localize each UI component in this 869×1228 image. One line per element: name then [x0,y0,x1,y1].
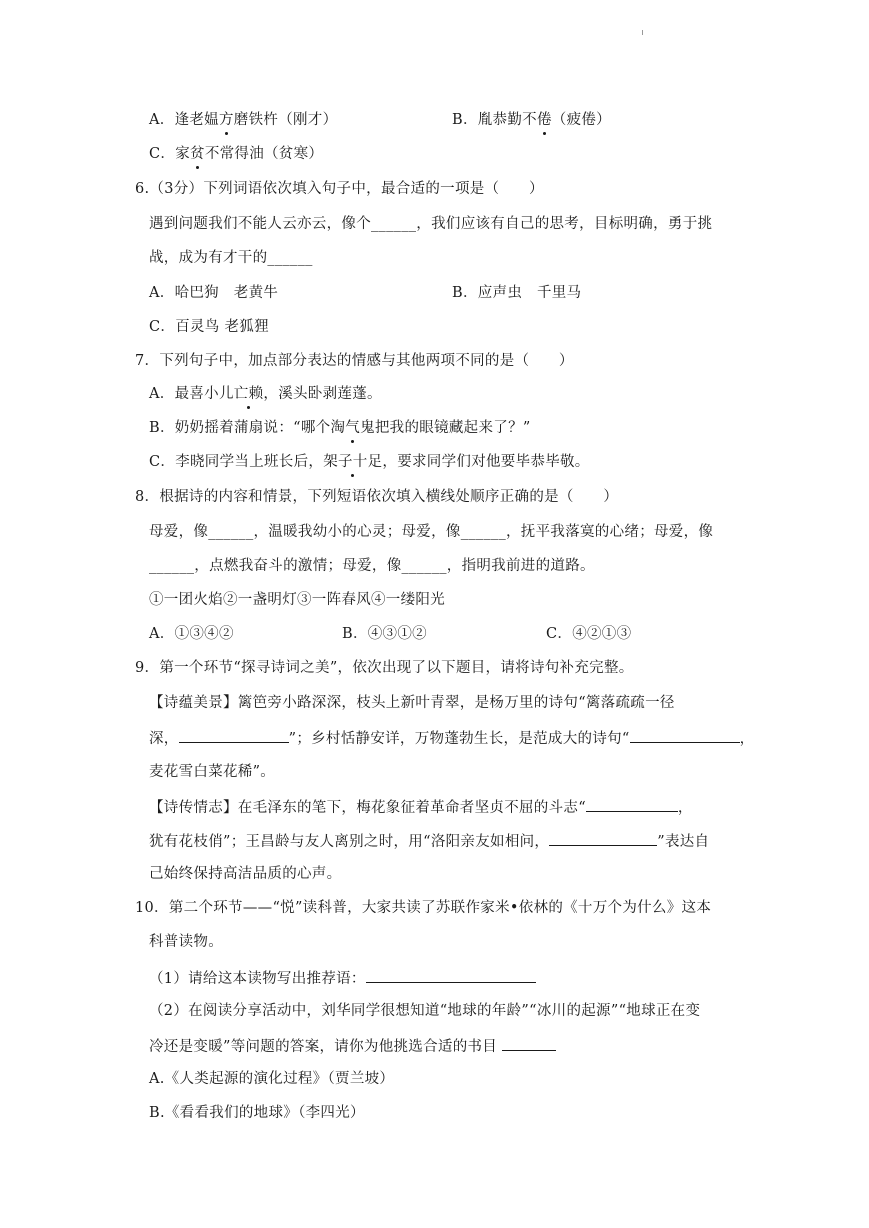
q5-option-a-dotted: 方 [218,112,234,128]
q6-text-line-2: 战，成为有才干的______ [149,250,313,266]
q8-stem: 8．根据诗的内容和情景，下列短语依次填入横线处顺序正确的是（ ） [135,489,619,505]
q8-text-line-1: 母爱，像______，温暖我幼小的心灵；母爱，像______，抚平我落寞的心绪；母爱，像 [149,524,714,540]
q6-option-c: C．百灵鸟 老狐狸 [149,319,269,335]
q8-phrases: ①一团火焰②一盏明灯③一阵春风④一缕阳光 [149,592,445,608]
q8-option-b: B．④③①② [342,626,427,642]
q7-option-a: A．最喜小儿亡赖，溪头卧剥莲蓬。 [149,386,382,402]
q9-line-3: 麦花雪白菜花稀”。 [149,764,276,780]
q5-option-a: A．逢老媪方磨铁杵（刚才） [149,112,338,128]
q6-option-b: B．应声虫 千里马 [452,285,582,301]
q5-option-b-dotted: 倦 [536,112,552,128]
q5-option-c-dotted: 贫 [190,146,205,162]
q5-option-c: C．家贫不常得油（贫寒） [149,146,324,162]
q10-sub-1: （1）请给这本读物写出推荐语： [149,967,536,989]
q9-line-4: 【诗传情志】在毛泽东的笔下，梅花象征着革命者坚贞不屈的斗志“ ， [149,796,693,818]
q9-line-6: 己始终保持高洁品质的心声。 [149,866,342,882]
q7-stem: 7．下列句子中，加点部分表达的情感与其他两项不同的是（ ） [135,353,574,369]
q10-sub-2-line-1: （2）在阅读分享活动中，刘华同学很想知道“地球的年龄”“冰川的起源”“地球正在变 [149,1003,701,1019]
q10-recommendation-blank[interactable] [366,967,536,983]
q10-sub-2-line-2: 冷还是变暖”等问题的答案，请你为他挑选合适的书目 [149,1035,556,1057]
q6-option-a: A．哈巴狗 老黄牛 [149,285,279,301]
q7-option-c: C．李晓同学当上班长后，架子十足，要求同学们对他要毕恭毕敬。 [149,454,590,470]
q9-line-5: 犹有花枝俏”；王昌龄与友人离别之时，用“洛阳亲友如相问， ”表达自 [149,830,709,852]
q7-option-b-dotted: 淘气鬼 [330,420,375,436]
page-marker [642,30,643,35]
q6-stem: 6.（3分）下列词语依次填入句子中，最合适的一项是（ ） [135,181,544,197]
q5-option-b: B．胤恭勤不倦（疲倦） [452,112,611,128]
q7-option-a-dotted: 亡赖 [233,386,264,402]
q6-text-line-1: 遇到问题我们不能人云亦云，像个______，我们应该有自己的思考，目标明确，勇于挑 [149,216,713,232]
q9-line-2: 深， ”；乡村恬静安详，万物蓬勃生长，是范成大的诗句“ ， [149,727,754,749]
q9-stem: 9．第一个环节“探寻诗词之美”，依次出现了以下题目，请将诗句补充完整。 [135,660,634,676]
q9-answer-blank-4[interactable] [549,830,657,846]
q9-line-1: 【诗蕴美景】篱笆旁小路深深，枝头上新叶青翠，是杨万里的诗句“篱落疏疏一径 [149,695,675,711]
q10-line-1: 10．第二个环节——“悦”读科普，大家共读了苏联作家米•依林的《十万个为什么》这本 [135,900,712,916]
q10-line-2: 科普读物。 [149,934,223,950]
q9-answer-blank-1[interactable] [179,727,289,743]
q7-option-c-dotted: 架子十足 [323,454,383,470]
q8-text-line-2: ______，点燃我奋斗的激情；母爱，像______，指明我前进的道路。 [149,558,595,574]
q10-option-a: A.《人类起源的演化过程》（贾兰坡） [149,1071,395,1087]
q7-option-b: B．奶奶摇着蒲扇说：“哪个淘气鬼把我的眼镜藏起来了？” [149,420,531,436]
q9-answer-blank-3[interactable] [586,796,678,812]
q8-option-c: C．④②①③ [546,626,632,642]
q10-option-b: B.《看看我们的地球》（李四光） [149,1105,365,1121]
q9-answer-blank-2[interactable] [630,727,740,743]
q8-option-a: A．①③④② [149,626,234,642]
q10-book-choice-blank[interactable] [502,1035,556,1051]
